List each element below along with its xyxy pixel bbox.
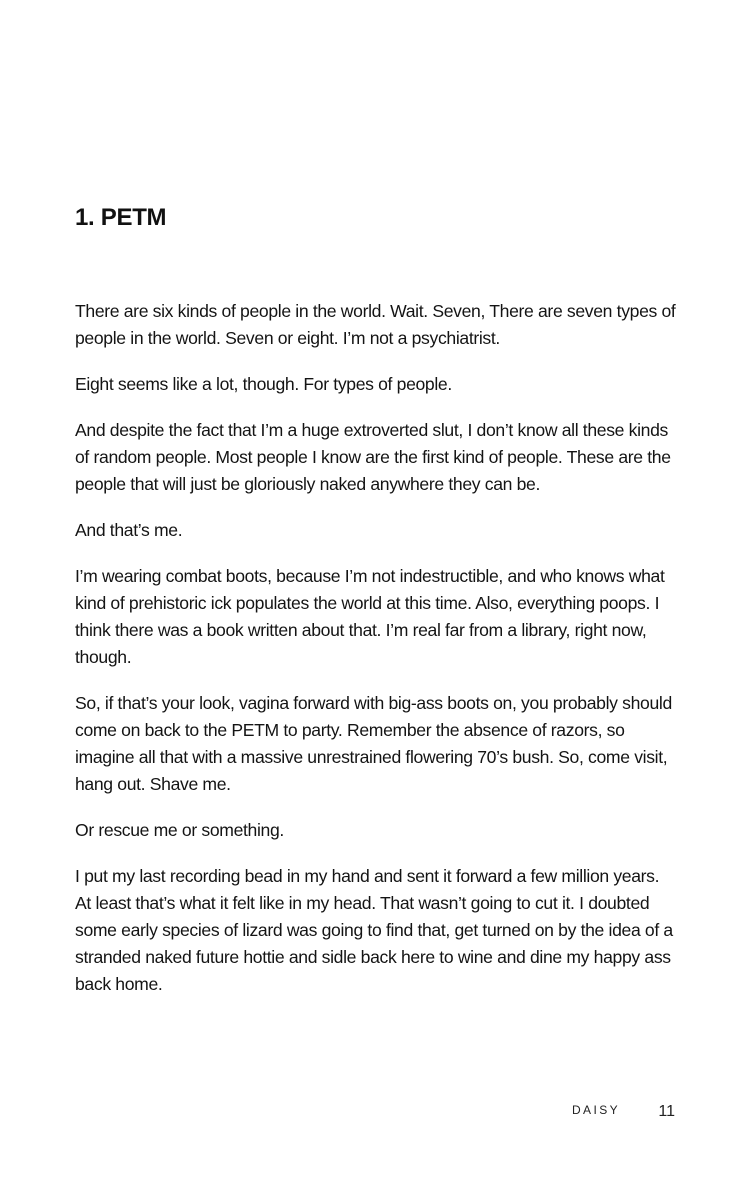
paragraph: Eight seems like a lot, though. For types of people. bbox=[75, 374, 452, 394]
chapter-title: 1. PETM bbox=[75, 204, 167, 231]
paragraph: And that’s me. bbox=[75, 520, 183, 540]
paragraph: Or rescue me or something. bbox=[75, 820, 284, 840]
page-number: 11 bbox=[658, 1103, 675, 1120]
paragraph: And despite the fact that I’m a huge extroverted slut, I don’t know all these kinds of random people. Most people I know are the first kind of people. These are the people that will just be gloriously naked anywhere they can be. bbox=[75, 420, 671, 494]
paragraph: I’m wearing combat boots, because I’m not indestructible, and who knows what kind of prehistoric ick populates the world at this time. Also, everything poops. I think there was a book written about that. I’m real far from a library, right now, though. bbox=[75, 566, 665, 667]
running-footer-label: DAISY bbox=[571, 1103, 620, 1117]
paragraph: So, if that’s your look, vagina forward with big-ass boots on, you probably should come on back to the PETM to party. Remember the absence of razors, so imagine all that with a massive unrestrained flowering 70’s bush. So, come visit, hang out. Shave me. bbox=[75, 693, 672, 794]
paragraph: I put my last recording bead in my hand and sent it forward a few million years. At least that’s what it felt like in my head. That wasn’t going to cut it. I doubted some early species of lizard was going to find that, get turned on by the idea of a stranded naked future hottie and sidle back here to wine and dine my happy ass back home. bbox=[75, 866, 673, 994]
chapter-body bbox=[75, 298, 677, 1017]
paragraph: There are six kinds of people in the world. Wait. Seven, There are seven types of people in the world. Seven or eight. I’m not a psychiatrist. bbox=[75, 301, 676, 348]
